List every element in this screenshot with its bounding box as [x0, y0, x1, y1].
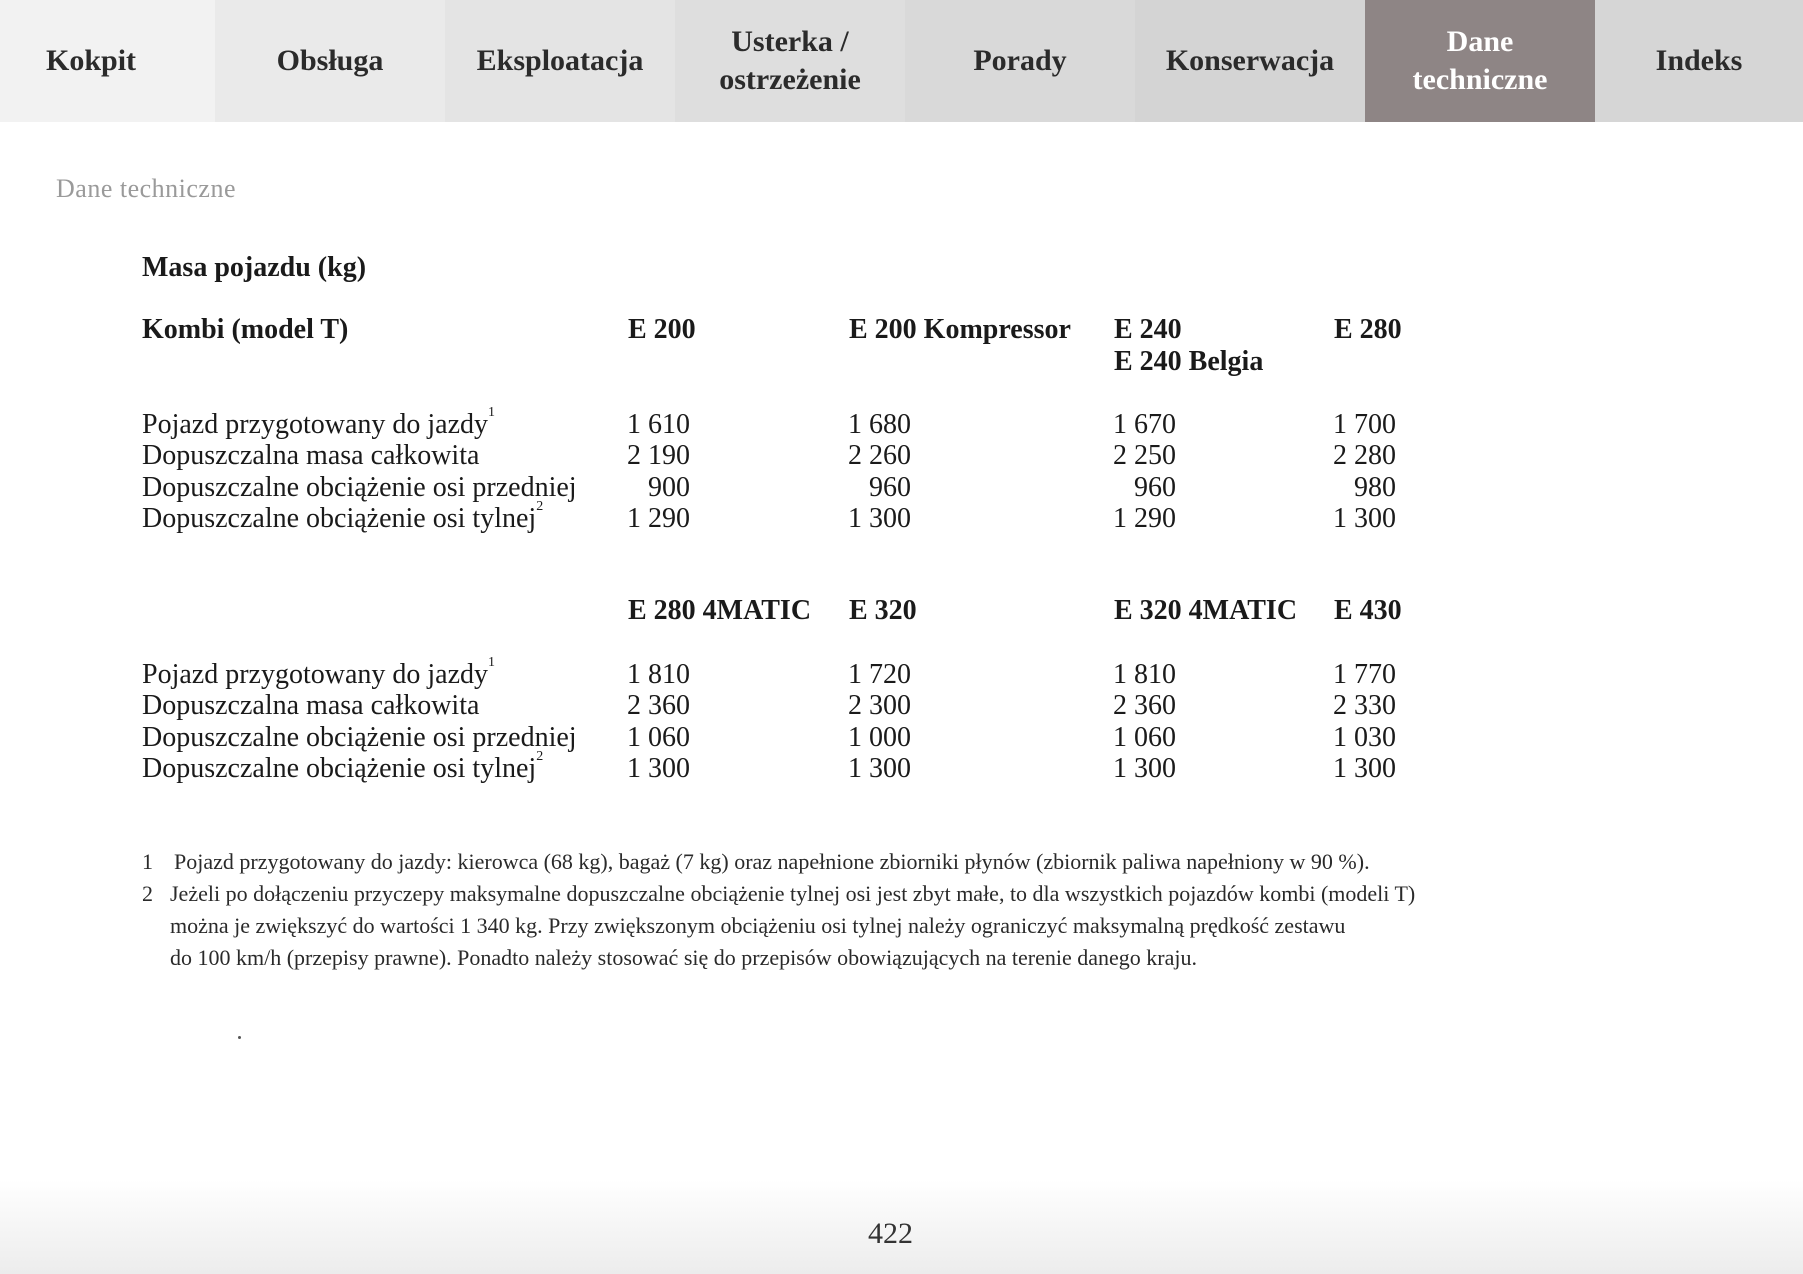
tab-konserwacja[interactable]: [1135, 0, 1365, 122]
tab-porady[interactable]: [905, 0, 1135, 122]
table2-col-header: E 320: [849, 595, 917, 626]
table2-cell: 2 360: [627, 690, 690, 721]
table1-row-label: Pojazd przygotowany do jazdy$^1$: [142, 405, 496, 440]
tab-label: Konserwacja: [1165, 44, 1335, 77]
tab-label-line2: techniczne: [1412, 63, 1548, 96]
tab-label: Porady: [973, 44, 1067, 77]
table1-cell: 900: [648, 472, 690, 503]
table2-cell: 2 300: [848, 690, 911, 721]
table2-cell: 1 300: [848, 753, 911, 784]
section-label: Dane techniczne: [56, 174, 237, 203]
page-number: 422: [868, 1217, 913, 1250]
tab-label: Usterka /: [731, 25, 849, 58]
table1-row-label: Dopuszczalne obciążenie osi przedniej: [142, 472, 577, 503]
table2-cell: 1 300: [1333, 753, 1396, 784]
table1-cell: 1 290: [1113, 503, 1176, 534]
table1-cell: 1 290: [627, 503, 690, 534]
tab-label: Kokpit: [46, 44, 137, 77]
tab-label: Obsługa: [276, 44, 384, 77]
table2-cell: 1 300: [627, 753, 690, 784]
chapter-tabs: [0, 0, 1803, 122]
table1-row-header: Kombi (model T): [142, 314, 349, 345]
table2-col-header: E 320 4MATIC: [1114, 595, 1298, 626]
table1-cell: 980: [1354, 472, 1396, 503]
table1-cell: 2 250: [1113, 440, 1176, 471]
footnote-text: można je zwiększyć do wartości 1 340 kg. Przy zwiększonym obciążeniu osi tylnej należy ograniczyć maksymalną prędkość zestawu: [170, 913, 1346, 938]
table1-col-header: E 200: [628, 314, 696, 345]
tab-kokpit[interactable]: [0, 0, 215, 122]
table1-col-header: E 200 Kompressor: [849, 314, 1071, 345]
table1-cell: 2 260: [848, 440, 911, 471]
table1-cell: 2 280: [1333, 440, 1396, 471]
footnote-2: [142, 878, 1622, 978]
tab-obsluga[interactable]: [215, 0, 445, 122]
tab-label: Indeks: [1655, 44, 1743, 77]
table2-cell: 1 810: [1113, 659, 1176, 690]
table2-cell: 1 770: [1333, 659, 1396, 690]
table1-row-label: Dopuszczalna masa całkowita: [142, 440, 480, 471]
table1-cell: 960: [1134, 472, 1176, 503]
table1-cell: 2 190: [627, 440, 690, 471]
table2-row-label: Dopuszczalne obciążenie osi przedniej: [142, 722, 577, 753]
table1-col-header-line2: E 240 Belgia: [1114, 346, 1264, 377]
table1-col-header: E 280: [1334, 314, 1402, 345]
table2-cell: 1 060: [627, 722, 690, 753]
table2-col-header: E 430: [1334, 595, 1402, 626]
table1-cell: 1 300: [848, 503, 911, 534]
table1-row-label: Dopuszczalne obciążenie osi tylnej$^2$: [142, 499, 544, 534]
table1-cell: 1 300: [1333, 503, 1396, 534]
table1-cell: 1 700: [1333, 409, 1396, 440]
table2-row-label: Dopuszczalne obciążenie osi tylnej$^2$: [142, 749, 544, 784]
table2-cell: 1 060: [1113, 722, 1176, 753]
table2-cell: 2 330: [1333, 690, 1396, 721]
tab-usterka[interactable]: [675, 0, 905, 122]
table1-col-header: E 240: [1114, 314, 1182, 345]
table1-cell: 1 670: [1113, 409, 1176, 440]
footnote-text: Pojazd przygotowany do jazdy: kierowca (68 kg), bagaż (7 kg) oraz napełnione zbiorniki płynów (zbiornik paliwa napełniony w 90 %).: [174, 849, 1370, 874]
table1-cell: 960: [869, 472, 911, 503]
table2-cell: 1 720: [848, 659, 911, 690]
tab-indeks[interactable]: [1595, 0, 1803, 122]
footnote-number: 1: [142, 849, 153, 874]
tab-eksploatacja[interactable]: [445, 0, 675, 122]
table2-cell: 1 300: [1113, 753, 1176, 784]
footnote-text: Jeżeli po dołączeniu przyczepy maksymalne dopuszczalne obciążenie tylnej osi jest zbyt małe, to dla wszystkich pojazdów kombi (modeli T): [170, 881, 1416, 906]
scan-speck: [238, 1036, 241, 1039]
tab-label: Dane: [1446, 25, 1514, 58]
tab-label: Eksploatacja: [476, 44, 644, 77]
table2-row-label: Pojazd przygotowany do jazdy$^1$: [142, 655, 496, 690]
table2-col-header: E 280 4MATIC: [628, 595, 812, 626]
table1-cell: 1 680: [848, 409, 911, 440]
table2-cell: 1 810: [627, 659, 690, 690]
table2-cell: 1 000: [848, 722, 911, 753]
table2-row-label: Dopuszczalna masa całkowita: [142, 690, 480, 721]
footnote-number: 2: [142, 881, 153, 906]
table2-cell: 2 360: [1113, 690, 1176, 721]
footnote-text: do 100 km/h (przepisy prawne). Ponadto należy stosować się do przepisów obowiązujących na terenie danego kraju.: [170, 945, 1197, 970]
tab-label-line2: ostrzeżenie: [719, 63, 861, 96]
table1-cell: 1 610: [627, 409, 690, 440]
tab-dane-techniczne-active[interactable]: [1365, 0, 1595, 122]
footnote-1: [142, 846, 1622, 878]
page-heading: Masa pojazdu (kg): [142, 252, 367, 283]
table2-cell: 1 030: [1333, 722, 1396, 753]
